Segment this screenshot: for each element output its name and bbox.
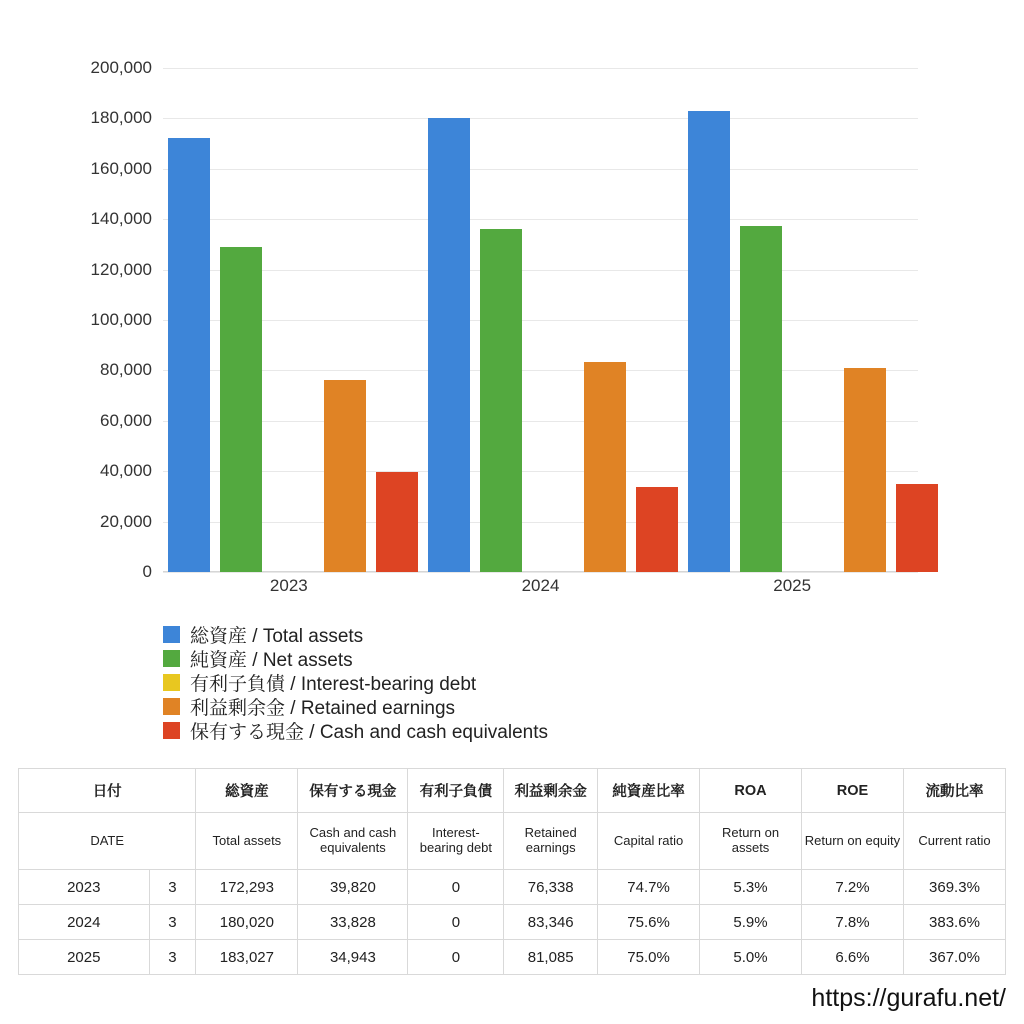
- table-cell: 76,338: [504, 870, 598, 905]
- bar: [480, 229, 522, 572]
- bar: [688, 111, 730, 572]
- table-cell: 75.6%: [598, 905, 700, 940]
- bar: [168, 138, 210, 572]
- legend-swatch-icon: [163, 722, 180, 739]
- table-header-cell: 保有する現金: [298, 769, 408, 813]
- table-header-cell: Interest-bearing debt: [408, 813, 504, 870]
- table-cell: 3: [149, 905, 196, 940]
- table-cell: 183,027: [196, 940, 298, 975]
- gridline: [163, 572, 918, 573]
- y-axis-tick-label: 100,000: [90, 310, 152, 329]
- y-axis-tick-label: 60,000: [100, 410, 152, 430]
- legend-item[interactable]: [163, 646, 863, 670]
- bar-group: [163, 68, 423, 572]
- legend-swatch-icon: [163, 698, 180, 715]
- table-header-jp: [19, 769, 1006, 813]
- y-axis-tick-label: 80,000: [100, 360, 152, 380]
- table-header-cell: ROA: [700, 769, 802, 813]
- table-header-cell: Return on assets: [700, 813, 802, 870]
- table-cell: 33,828: [298, 905, 408, 940]
- bar: [584, 362, 626, 572]
- y-axis-tick-label: 0: [142, 562, 152, 581]
- bar: [740, 226, 782, 572]
- legend-label: 保有する現金 / Cash and cash equivalents: [190, 721, 548, 743]
- table-cell: 0: [408, 870, 504, 905]
- table-cell: 7.8%: [802, 905, 904, 940]
- table-header-cell: Total assets: [196, 813, 298, 870]
- y-axis-tick-label: 20,000: [100, 511, 152, 531]
- legend-label: 純資産 / Net assets: [190, 649, 353, 671]
- table-header-cell: Capital ratio: [598, 813, 700, 870]
- legend-item[interactable]: [163, 694, 863, 718]
- table-cell: 0: [408, 905, 504, 940]
- bar: [376, 472, 418, 572]
- legend-label: 利益剰余金 / Retained earnings: [190, 697, 456, 719]
- table-header-cell: Cash and cash equivalents: [298, 813, 408, 870]
- site-url: https://gurafu.net/: [811, 984, 1006, 1012]
- x-axis-tick-label: 2025: [773, 576, 812, 595]
- table-cell: 0: [408, 940, 504, 975]
- table-row: [19, 905, 1006, 940]
- x-axis-labels: [163, 576, 918, 596]
- table-header-cell: Retained earnings: [504, 813, 598, 870]
- bar-groups: [163, 68, 918, 572]
- table-header-cell: ROE: [802, 769, 904, 813]
- table-cell: 34,943: [298, 940, 408, 975]
- table-cell: 2024: [19, 905, 150, 940]
- y-axis-tick-label: 40,000: [100, 461, 152, 481]
- table-header-cell: 純資産比率: [598, 769, 700, 813]
- table-cell: 367.0%: [903, 940, 1005, 975]
- legend-label: 総資産 / Total assets: [190, 625, 364, 647]
- table-cell: 3: [149, 940, 196, 975]
- chart-legend: [163, 622, 863, 742]
- bar-group: [423, 68, 683, 572]
- legend-swatch-icon: [163, 650, 180, 667]
- legend-swatch-icon: [163, 626, 180, 643]
- legend-item[interactable]: [163, 622, 863, 646]
- table-cell: 6.6%: [802, 940, 904, 975]
- bar: [428, 118, 470, 572]
- table-cell: 75.0%: [598, 940, 700, 975]
- table-row: [19, 870, 1006, 905]
- legend-item[interactable]: [163, 718, 863, 742]
- table-cell: 2025: [19, 940, 150, 975]
- y-axis-tick-label: 200,000: [90, 58, 152, 77]
- y-axis-tick-label: 180,000: [90, 108, 152, 128]
- table-cell: 74.7%: [598, 870, 700, 905]
- table-cell: 172,293: [196, 870, 298, 905]
- bar-group: [683, 68, 943, 572]
- bar: [220, 247, 262, 572]
- table-cell: 2023: [19, 870, 150, 905]
- table-header-cell: 流動比率: [903, 769, 1005, 813]
- legend-swatch-icon: [163, 674, 180, 691]
- table-header-cell: 日付: [19, 769, 196, 813]
- bar: [636, 487, 678, 572]
- legend-item[interactable]: [163, 670, 863, 694]
- table-cell: 81,085: [504, 940, 598, 975]
- table-cell: 39,820: [298, 870, 408, 905]
- table-header-cell: 利益剰余金: [504, 769, 598, 813]
- table-cell: 5.9%: [700, 905, 802, 940]
- table-header-cell: 有利子負債: [408, 769, 504, 813]
- table-header-en: [19, 813, 1006, 870]
- x-axis-tick-label: 2023: [269, 576, 308, 595]
- table-cell: 5.0%: [700, 940, 802, 975]
- table-cell: 83,346: [504, 905, 598, 940]
- financial-table: [18, 768, 1006, 975]
- x-axis-tick-label: 2024: [521, 576, 560, 595]
- legend-label: 有利子負債 / Interest-bearing debt: [190, 673, 477, 695]
- table-cell: 383.6%: [903, 905, 1005, 940]
- y-axis-tick-label: 140,000: [90, 209, 152, 229]
- table-cell: 180,020: [196, 905, 298, 940]
- table-header-cell: Return on equity: [802, 813, 904, 870]
- y-axis-labels: [0, 58, 152, 581]
- table-header-cell: Current ratio: [903, 813, 1005, 870]
- y-axis-tick-label: 120,000: [90, 259, 152, 279]
- table-row: [19, 940, 1006, 975]
- table-cell: 7.2%: [802, 870, 904, 905]
- table-cell: 5.3%: [700, 870, 802, 905]
- bar: [896, 484, 938, 572]
- table-cell: 3: [149, 870, 196, 905]
- table-header-cell: 総資産: [196, 769, 298, 813]
- y-axis-tick-label: 160,000: [90, 158, 152, 178]
- bar: [844, 368, 886, 572]
- bar: [324, 380, 366, 572]
- table-header-cell: DATE: [19, 813, 196, 870]
- table-cell: 369.3%: [903, 870, 1005, 905]
